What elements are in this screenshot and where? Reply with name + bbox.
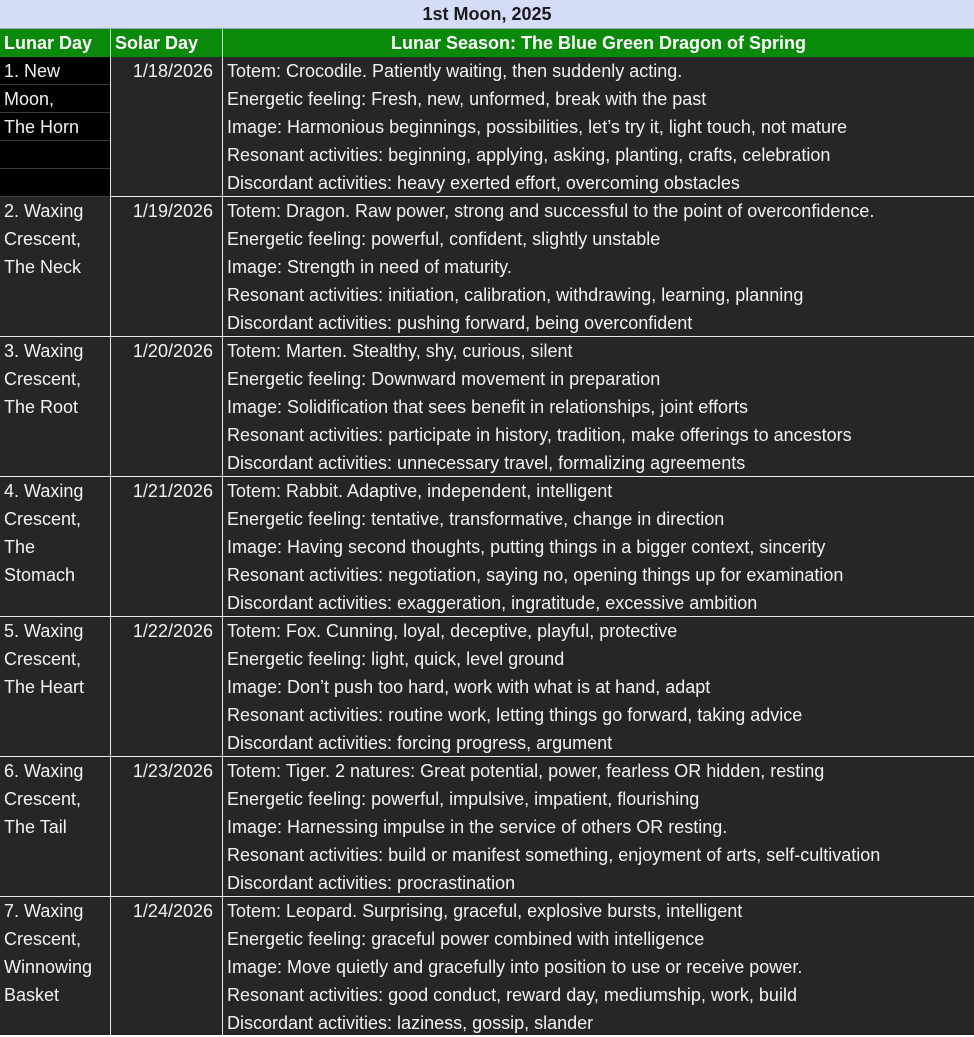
lunar-day-line: The Neck bbox=[4, 257, 82, 277]
description-line: Energetic feeling: light, quick, level ground bbox=[227, 649, 565, 669]
header-lunar-day[interactable]: Lunar Day bbox=[0, 29, 111, 57]
lunar-day-line: The Horn bbox=[0, 113, 110, 141]
table-body bbox=[0, 57, 974, 1035]
description-line: Totem: Tiger. 2 natures: Great potential, power, fearless OR hidden, resting bbox=[227, 761, 825, 781]
description-line: Totem: Crocodile. Patiently waiting, then suddenly acting. bbox=[227, 61, 683, 81]
lunar-day-line: Moon, bbox=[0, 85, 110, 113]
description-cell[interactable] bbox=[223, 57, 974, 197]
lunar-day-line bbox=[0, 309, 110, 337]
description-cell[interactable] bbox=[223, 617, 974, 757]
lunar-day-cell[interactable] bbox=[0, 897, 111, 1035]
description-line: Image: Strength in need of maturity. bbox=[227, 257, 512, 277]
description-line: Discordant activities: unnecessary travel, formalizing agreements bbox=[227, 453, 746, 473]
lunar-day-cell[interactable] bbox=[0, 757, 111, 896]
sheet-title[interactable]: 1st Moon, 2025 bbox=[0, 0, 974, 29]
lunar-day-line: Stomach bbox=[4, 565, 76, 585]
description-line: Resonant activities: initiation, calibration, withdrawing, learning, planning bbox=[227, 285, 804, 305]
description-line: Energetic feeling: tentative, transformative, change in direction bbox=[227, 509, 725, 529]
lunar-day-cell[interactable] bbox=[0, 197, 111, 336]
description-line: Resonant activities: good conduct, reward day, mediumship, work, build bbox=[227, 985, 797, 1005]
description-line: Totem: Rabbit. Adaptive, independent, intelligent bbox=[227, 481, 613, 501]
solar-day-date: 1/19/2026 bbox=[132, 201, 213, 221]
solar-day-date: 1/24/2026 bbox=[132, 901, 213, 921]
description-line: Resonant activities: beginning, applying, asking, planting, crafts, celebration bbox=[227, 145, 831, 165]
lunar-day-line bbox=[0, 169, 110, 197]
table-row bbox=[0, 617, 974, 757]
description-line: Resonant activities: build or manifest something, enjoyment of arts, self-cultivation bbox=[227, 845, 881, 865]
description-line: Discordant activities: exaggeration, ingratitude, excessive ambition bbox=[227, 593, 758, 613]
description-line: Totem: Leopard. Surprising, graceful, explosive bursts, intelligent bbox=[227, 901, 743, 921]
table-row bbox=[0, 197, 974, 337]
lunar-day-line: Crescent, bbox=[4, 649, 82, 669]
header-lunar-season[interactable]: Lunar Season: The Blue Green Dragon of Spring bbox=[223, 29, 974, 57]
lunar-day-line bbox=[0, 589, 110, 617]
description-cell[interactable] bbox=[223, 757, 974, 897]
description-cell[interactable] bbox=[223, 337, 974, 477]
lunar-day-line: 7. Waxing bbox=[4, 901, 84, 921]
lunar-day-cell[interactable] bbox=[0, 337, 111, 476]
lunar-day-line: Basket bbox=[4, 985, 60, 1005]
lunar-day-line: 6. Waxing bbox=[4, 761, 84, 781]
lunar-day-line bbox=[0, 841, 110, 869]
table-row bbox=[0, 757, 974, 897]
lunar-day-line: 1. New bbox=[0, 57, 110, 85]
lunar-day-cell[interactable] bbox=[0, 57, 111, 196]
description-line: Energetic feeling: powerful, confident, slightly unstable bbox=[227, 229, 661, 249]
lunar-day-line: 5. Waxing bbox=[4, 621, 84, 641]
description-line: Resonant activities: routine work, letting things go forward, taking advice bbox=[227, 705, 803, 725]
lunar-day-line: Crescent, bbox=[4, 929, 82, 949]
lunar-day-cell[interactable] bbox=[0, 617, 111, 756]
lunar-day-line: Crescent, bbox=[4, 509, 82, 529]
lunar-day-line: The Tail bbox=[4, 817, 67, 837]
description-line: Image: Having second thoughts, putting things in a bigger context, sincerity bbox=[227, 537, 826, 557]
lunar-day-line bbox=[0, 281, 110, 309]
table-row bbox=[0, 57, 974, 197]
lunar-day-cell[interactable] bbox=[0, 477, 111, 616]
description-line: Image: Harnessing impulse in the service of others OR resting. bbox=[227, 817, 728, 837]
solar-day-date: 1/18/2026 bbox=[132, 61, 213, 81]
table-row bbox=[0, 337, 974, 477]
lunar-day-line: Crescent, bbox=[4, 369, 82, 389]
solar-day-date: 1/22/2026 bbox=[132, 621, 213, 641]
lunar-day-line bbox=[0, 701, 110, 729]
lunar-day-line: Crescent, bbox=[4, 789, 82, 809]
description-line: Resonant activities: participate in history, tradition, make offerings to ancestors bbox=[227, 425, 852, 445]
lunar-day-line bbox=[0, 421, 110, 449]
lunar-day-line: The bbox=[4, 537, 36, 557]
lunar-day-line: 2. Waxing bbox=[4, 201, 84, 221]
description-line: Discordant activities: procrastination bbox=[227, 873, 516, 893]
description-line: Image: Move quietly and gracefully into position to use or receive power. bbox=[227, 957, 803, 977]
description-cell[interactable] bbox=[223, 197, 974, 337]
lunar-day-line: 3. Waxing bbox=[4, 341, 84, 361]
lunar-day-line: Winnowing bbox=[4, 957, 93, 977]
description-line: Discordant activities: laziness, gossip, slander bbox=[227, 1013, 594, 1033]
table-row bbox=[0, 477, 974, 617]
table-row bbox=[0, 897, 974, 1035]
description-line: Totem: Fox. Cunning, loyal, deceptive, playful, protective bbox=[227, 621, 678, 641]
description-cell[interactable] bbox=[223, 897, 974, 1037]
description-line: Image: Solidification that sees benefit in relationships, joint efforts bbox=[227, 397, 748, 417]
lunar-day-line bbox=[0, 1009, 110, 1037]
solar-day-date: 1/21/2026 bbox=[132, 481, 213, 501]
lunar-day-line: The Root bbox=[4, 397, 79, 417]
description-cell[interactable] bbox=[223, 477, 974, 617]
lunar-day-line bbox=[0, 141, 110, 169]
solar-day-date: 1/20/2026 bbox=[132, 341, 213, 361]
description-line: Totem: Marten. Stealthy, shy, curious, silent bbox=[227, 341, 573, 361]
header-solar-day[interactable]: Solar Day bbox=[111, 29, 223, 57]
description-line: Energetic feeling: powerful, impulsive, impatient, flourishing bbox=[227, 789, 700, 809]
description-line: Totem: Dragon. Raw power, strong and successful to the point of overconfidence. bbox=[227, 201, 875, 221]
description-line: Image: Harmonious beginnings, possibilities, let’s try it, light touch, not mature bbox=[227, 117, 847, 137]
description-line: Image: Don’t push too hard, work with what is at hand, adapt bbox=[227, 677, 711, 697]
lunar-day-line bbox=[0, 449, 110, 477]
description-line: Discordant activities: pushing forward, being overconfident bbox=[227, 313, 693, 333]
description-line: Resonant activities: negotiation, saying no, opening things up for examination bbox=[227, 565, 844, 585]
lunar-day-line: Crescent, bbox=[4, 229, 82, 249]
description-line: Energetic feeling: graceful power combined with intelligence bbox=[227, 929, 705, 949]
lunar-day-line bbox=[0, 869, 110, 897]
lunar-day-line: The Heart bbox=[4, 677, 85, 697]
description-line: Discordant activities: heavy exerted effort, overcoming obstacles bbox=[227, 173, 740, 193]
description-line: Energetic feeling: Downward movement in preparation bbox=[227, 369, 661, 389]
description-line: Discordant activities: forcing progress, argument bbox=[227, 733, 613, 753]
lunar-day-line: 4. Waxing bbox=[4, 481, 84, 501]
solar-day-date: 1/23/2026 bbox=[132, 761, 213, 781]
description-line: Energetic feeling: Fresh, new, unformed, break with the past bbox=[227, 89, 707, 109]
lunar-day-line bbox=[0, 729, 110, 757]
